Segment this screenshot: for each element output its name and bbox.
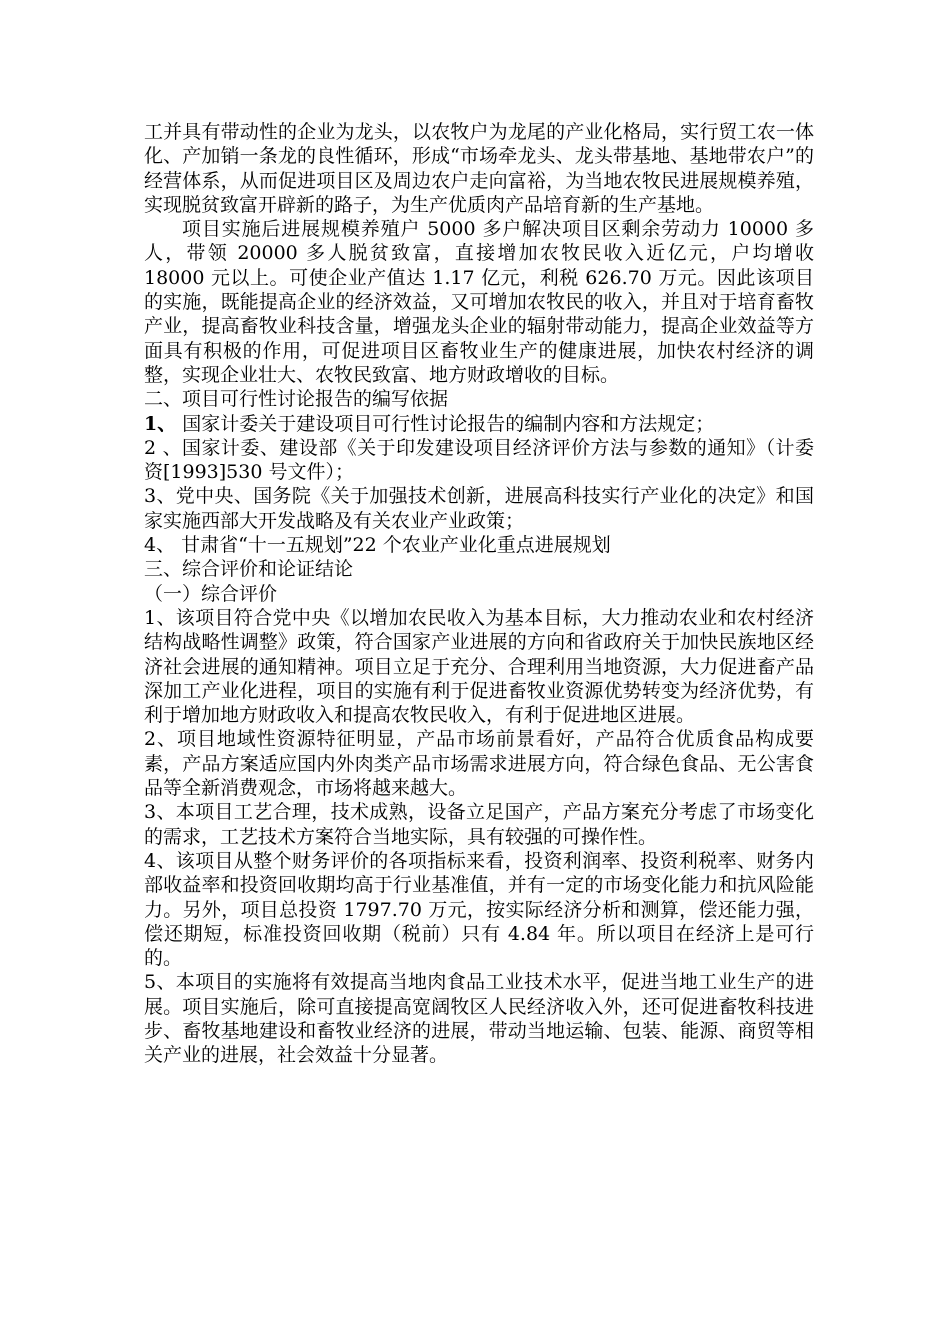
basis-item-2-text: 国家计委、建设部《关于印发建设项目经济评价方法与参数的通知》（计委资[1993]530 号文件）；	[144, 436, 814, 484]
evaluation-item-3: 3、本项目工艺合理，技术成熟，设备立足国产，产品方案充分考虑了市场变化的需求，工艺技术方案符合当地实际，具有较强的可操作性。	[144, 801, 814, 848]
basis-item-1-text: 国家计委关于建设项目可行性讨论报告的编制内容和方法规定；	[176, 412, 715, 435]
basis-item-3-number: 3、	[144, 485, 176, 508]
basis-item-4-text: 甘肃省“十一五规划”22 个农业产业化重点进展规划	[175, 534, 611, 557]
evaluation-item-4: 4、该项目从整个财务评价的各项指标来看，投资利润率、投资利税率、财务内部收益率和投资回收期均高于行业基准值，并有一定的市场变化能力和抗风险能力。另外，项目总投资 1797.70 万元，按实际经济分析和测算，偿还能力强，偿还期短，标准投资回收期（税前）只有 4.84 年。所以项目在经济上是可行的。	[144, 849, 814, 970]
evaluation-item-5: 5、本项目的实施将有效提高当地肉食品工业技术水平，促进当地工业生产的进展。项目实施后，除可直接提高宽阔牧区人民经济收入外，还可促进畜牧科技进步、畜牧基地建设和畜牧业经济的进展，带动当地运输、包装、能源、商贸等相关产业的进展，社会效益十分显著。	[144, 971, 814, 1067]
basis-item-4-number: 4、	[144, 534, 176, 557]
basis-item-1	[144, 412, 814, 436]
evaluation-item-2: 2、项目地域性资源特征明显，产品市场前景看好，产品符合优质食品构成要素，产品方案适应国内外肉类产品市场需求进展方向，符合绿色食品、无公害食品等全新消费观念，市场将越来越大。	[144, 728, 814, 800]
section-2-heading: 二、项目可行性讨论报告的编写依据	[144, 388, 449, 411]
basis-item-3	[144, 484, 814, 533]
basis-item-3-text: 党中央、国务院《关于加强技术创新，进展高科技实行产业化的决定》和国家实施西部大开发战略及有关农业产业政策；	[144, 485, 814, 532]
impact-paragraph: 项目实施后进展规模养殖户 5000 多户解决项目区剩余劳动力 10000 多人，带领 20000 多人脱贫致富，直接增加农牧民收入近亿元，户均增收 18000 元以上。可使企业产值达 1.17 亿元，利税 626.70 万元。因此该项目的实施，既能提高企业的经济效益，又可增加农牧民的收入，并且对于培育畜牧产业，提高畜牧业科技含量，增强龙头企业的辐射带动能力，提高企业效益等方面具有积极的作用，可促进项目区畜牧业生产的健康进展，加快农村经济的调整，实现企业壮大、农牧民致富、地方财政增收的目标。	[144, 218, 814, 386]
basis-item-1-number: 1、	[144, 412, 177, 435]
basis-item-4	[144, 533, 814, 557]
section-3-heading: 三、综合评价和论证结论	[144, 558, 354, 581]
evaluation-item-1: 1、该项目符合党中央《以增加农民收入为基本目标，大力推动农业和农村经济结构战略性调整》政策，符合国家产业进展的方向和省政府关于加快民族地区经济社会进展的通知精神。项目立足于充分、合理利用当地资源，大力促进畜产品深加工产业化进程，项目的实施有利于促进畜牧业资源优势转变为经济优势，有利于增加地方财政收入和提高农牧民收入，有利于促进地区进展。	[144, 606, 814, 727]
basis-item-2-number: 2 、	[144, 436, 183, 459]
section-3-subheading: （一）综合评价	[144, 582, 278, 605]
basis-item-2	[144, 436, 814, 485]
document-body	[144, 120, 814, 1068]
intro-paragraph: 工并具有带动性的企业为龙头，以农牧户为龙尾的产业化格局，实行贸工农一体化、产加销一条龙的良性循环，形成“市场牵龙头、龙头带基地、基地带农户”的经营体系，从而促进项目区及周边农户走向富裕，为当地农牧民进展规模养殖，实现脱贫致富开辟新的路子，为生产优质肉产品培育新的生产基地。	[144, 121, 814, 216]
